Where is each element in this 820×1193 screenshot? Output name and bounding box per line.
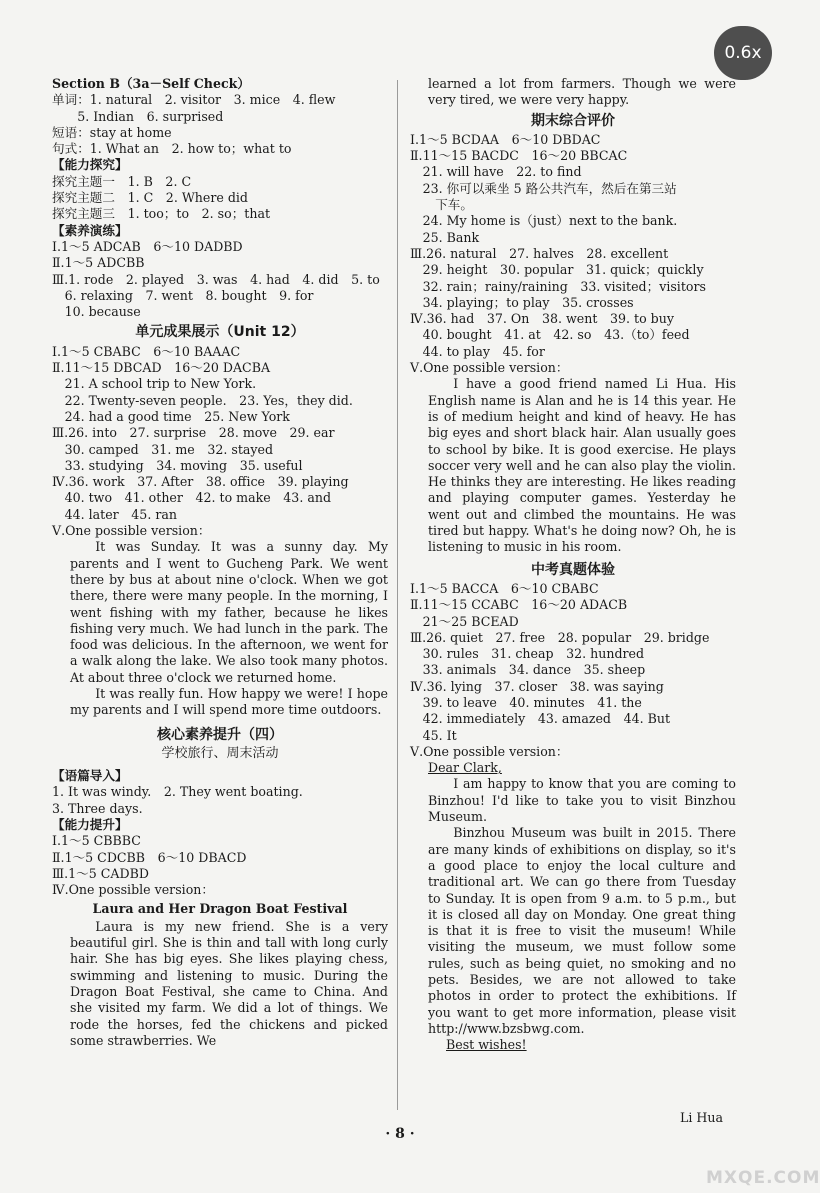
answer-line: Ⅰ.1～5 BACCA 6～10 CBABC — [410, 580, 599, 596]
answer-line: 24. had a good time 25. New York — [52, 408, 290, 424]
letter-paragraph: I am happy to know that you are coming to Binzhou! I'd like to take you to visit Binzhou Museum. — [428, 776, 736, 825]
answer-line: 10. because — [52, 304, 141, 320]
answer-line: Ⅱ.1～5 ADCBB — [52, 255, 145, 271]
answer-line: 33. studying 34. moving 35. useful — [52, 457, 303, 473]
core4-subheading: 学校旅行、周末活动 — [161, 745, 279, 761]
answer-line: Ⅲ.26. quiet 27. free 28. popular 29. bridge — [410, 629, 710, 645]
answer-line: 42. immediately 43. amazed 44. But — [410, 711, 671, 727]
essay-paragraph: It was Sunday. It was a sunny day. My parents and I went to Gucheng Park. We went there by bus at about nine o'clock. When we got there, there were many people. In the morning, I went fishing with my father, because he likes fishing very much. We had lunch in the park. The food was delicious. In the afternoon, we went for a walk along the lake. We also took many photos. At about three o'clock we returned home. — [70, 539, 388, 685]
watermark-logo: MXQE.COM — [706, 1168, 820, 1188]
answer-line: Ⅱ.1～5 CDCBB 6～10 DBACD — [52, 849, 247, 865]
answer-line: 1. It was windy. 2. They went boating. — [52, 784, 303, 800]
essay-paragraph: I have a good friend named Li Hua. His English name is Alan and he is 14 this year. He is of medium height and kind of heavy. He has big eyes and short black hair. Alan usually goes to school by bike. It is good exercise. He plays soccer very well and he can also play the violin. He thinks they are interesting. He likes reading and playing computer games. Yesterday he went out and climbed the mountains. He was tired but happy. What's he doing now? Oh, he is listening to music in his room. — [428, 376, 736, 555]
answer-line: Ⅳ.36. work 37. After 38. office 39. playing — [52, 474, 349, 490]
column-divider — [397, 80, 398, 1110]
answer-line: 30. rules 31. cheap 32. hundred — [410, 646, 645, 662]
answer-line: 21. will have 22. to find — [410, 164, 582, 180]
answer-line: Ⅴ.One possible version： — [410, 743, 569, 759]
answer-line: 45. It — [410, 727, 457, 743]
answer-line: 句式：1. What an 2. how to；what to — [52, 141, 292, 157]
page-number: · 8 · — [385, 1126, 415, 1142]
answer-line: 23. 你可以乘坐 5 路公共汽车，然后在第三站 — [410, 180, 677, 196]
answer-line: Ⅰ.1～5 ADCAB 6～10 DADBD — [52, 238, 243, 254]
answer-line: 40. two 41. other 42. to make 43. and — [52, 490, 332, 506]
zhongkao-heading: 中考真题体验 — [531, 561, 615, 578]
answer-line: 下车。 — [410, 197, 473, 213]
answer-line: Ⅰ.1～5 CBBBC — [52, 833, 141, 849]
answer-line: 22. Twenty-seven people. 23. Yes，they did. — [52, 392, 353, 408]
answer-line: 探究主题三 1. too；to 2. so；that — [52, 206, 271, 222]
answer-line: 单词：1. natural 2. visitor 3. mice 4. flew — [52, 92, 336, 108]
answer-line: Ⅳ.One possible version： — [52, 882, 214, 898]
answer-line: 短语：stay at home — [52, 124, 172, 140]
answer-line: 32. rain；rainy/raining 33. visited；visitors — [410, 278, 706, 294]
answer-line: 44. later 45. ran — [52, 506, 177, 522]
answer-line: Ⅴ.One possible version： — [410, 360, 569, 376]
essay-paragraph: It was really fun. How happy we were! I hope my parents and I will spend more time outdoors. — [70, 685, 388, 718]
letter-signature: Li Hua — [680, 1110, 723, 1125]
answer-line: 33. animals 34. dance 35. sheep — [410, 662, 646, 678]
answer-line: Ⅱ.11～15 BACDC 16～20 BBCAC — [410, 148, 628, 164]
letter-paragraph: Binzhou Museum was built in 2015. There are many kinds of exhibitions on display, so it's a good place to enjoy the local culture and traditional art. We can go there from Tuesday to Sunday. It is open from 9 a.m. to 5 p.m., but it is closed all day on Monday. One great thing is that it is free to visit the museum! While visiting the museum, we must follow some rules, such as being quiet, no smoking and no pets. Besides, we are not allowed to take photos in order to protect the exhibitions. If you want to get more information, please visit http://www.bzsbwg.com. — [428, 825, 736, 1036]
essay-title: Laura and Her Dragon Boat Festival — [92, 900, 348, 916]
answer-line: Ⅲ.1～5 CADBD — [52, 865, 149, 881]
core4-heading: 核心素养提升（四） — [157, 726, 283, 743]
ability2-tag: 【能力提升】 — [52, 817, 128, 833]
answer-line: 44. to play 45. for — [410, 343, 545, 359]
answer-line: 40. bought 41. at 42. so 43.（to）feed — [410, 327, 690, 343]
answer-line: 29. height 30. popular 31. quick；quickly — [410, 262, 704, 278]
answer-line: 3. Three days. — [52, 800, 143, 816]
zoom-level-label: 0.6x — [724, 43, 762, 63]
answer-line: 39. to leave 40. minutes 41. the — [410, 694, 642, 710]
answer-line: 探究主题二 1. C 2. Where did — [52, 190, 248, 206]
ability-tag: 【能力探究】 — [52, 157, 128, 173]
essay-continuation: learned a lot from farmers. Though we were very tired, we were very happy. — [428, 76, 736, 108]
answer-line: Ⅰ.1～5 BCDAA 6～10 DBDAC — [410, 131, 601, 147]
letter-closing: Best wishes! — [446, 1037, 527, 1053]
answer-line: Ⅴ.One possible version： — [52, 523, 211, 539]
answer-line: 30. camped 31. me 32. stayed — [52, 441, 274, 457]
answer-line: 24. My home is（just）next to the bank. — [410, 213, 678, 229]
answer-line: 21～25 BCEAD — [410, 613, 519, 629]
answer-line: 34. playing；to play 35. crosses — [410, 294, 634, 310]
answer-line: Ⅲ.1. rode 2. played 3. was 4. had 4. did 5. to — [52, 271, 380, 287]
answer-line: 25. Bank — [410, 229, 480, 245]
reading-tag: 【语篇导入】 — [52, 768, 128, 784]
answer-line: Ⅲ.26. into 27. surprise 28. move 29. ear — [52, 425, 335, 441]
answer-line: Ⅳ.36. lying 37. closer 38. was saying — [410, 678, 664, 694]
answer-line: Ⅰ.1～5 CBABC 6～10 BAAAC — [52, 343, 241, 359]
answer-line: 5. Indian 6. surprised — [52, 108, 224, 124]
left-column — [52, 76, 388, 1049]
literacy-tag: 【素养演练】 — [52, 222, 128, 238]
answer-line: 21. A school trip to New York. — [52, 376, 257, 392]
answer-line: 探究主题一 1. B 2. C — [52, 173, 192, 189]
essay-paragraph: Laura is my new friend. She is a very beautiful girl. She is thin and tall with long curly hair. She has big eyes. She likes playing chess, swimming and listening to music. During the Dragon Boat Festival, she came to China. And she visited my farm. We did a lot of things. We rode the horses, fed the chickens and picked some strawberries. We — [70, 918, 388, 1048]
letter-greeting: Dear Clark, — [428, 760, 502, 776]
answer-line: Ⅱ.11～15 DBCAD 16～20 DACBA — [52, 360, 271, 376]
right-column — [410, 76, 736, 1054]
answer-line: Ⅱ.11～15 CCABC 16～20 ADACB — [410, 597, 628, 613]
zoom-level-badge[interactable] — [714, 26, 772, 80]
answer-line: Ⅲ.26. natural 27. halves 28. excellent — [410, 245, 669, 261]
answer-line: Ⅳ.36. had 37. On 38. went 39. to buy — [410, 311, 674, 327]
section-b-header: Section B（3a－Self Check） — [52, 76, 250, 91]
final-review-heading: 期末综合评价 — [531, 112, 615, 129]
answer-line: 6. relaxing 7. went 8. bought 9. for — [52, 287, 314, 303]
unit12-heading: 单元成果展示（Unit 12） — [135, 324, 305, 341]
